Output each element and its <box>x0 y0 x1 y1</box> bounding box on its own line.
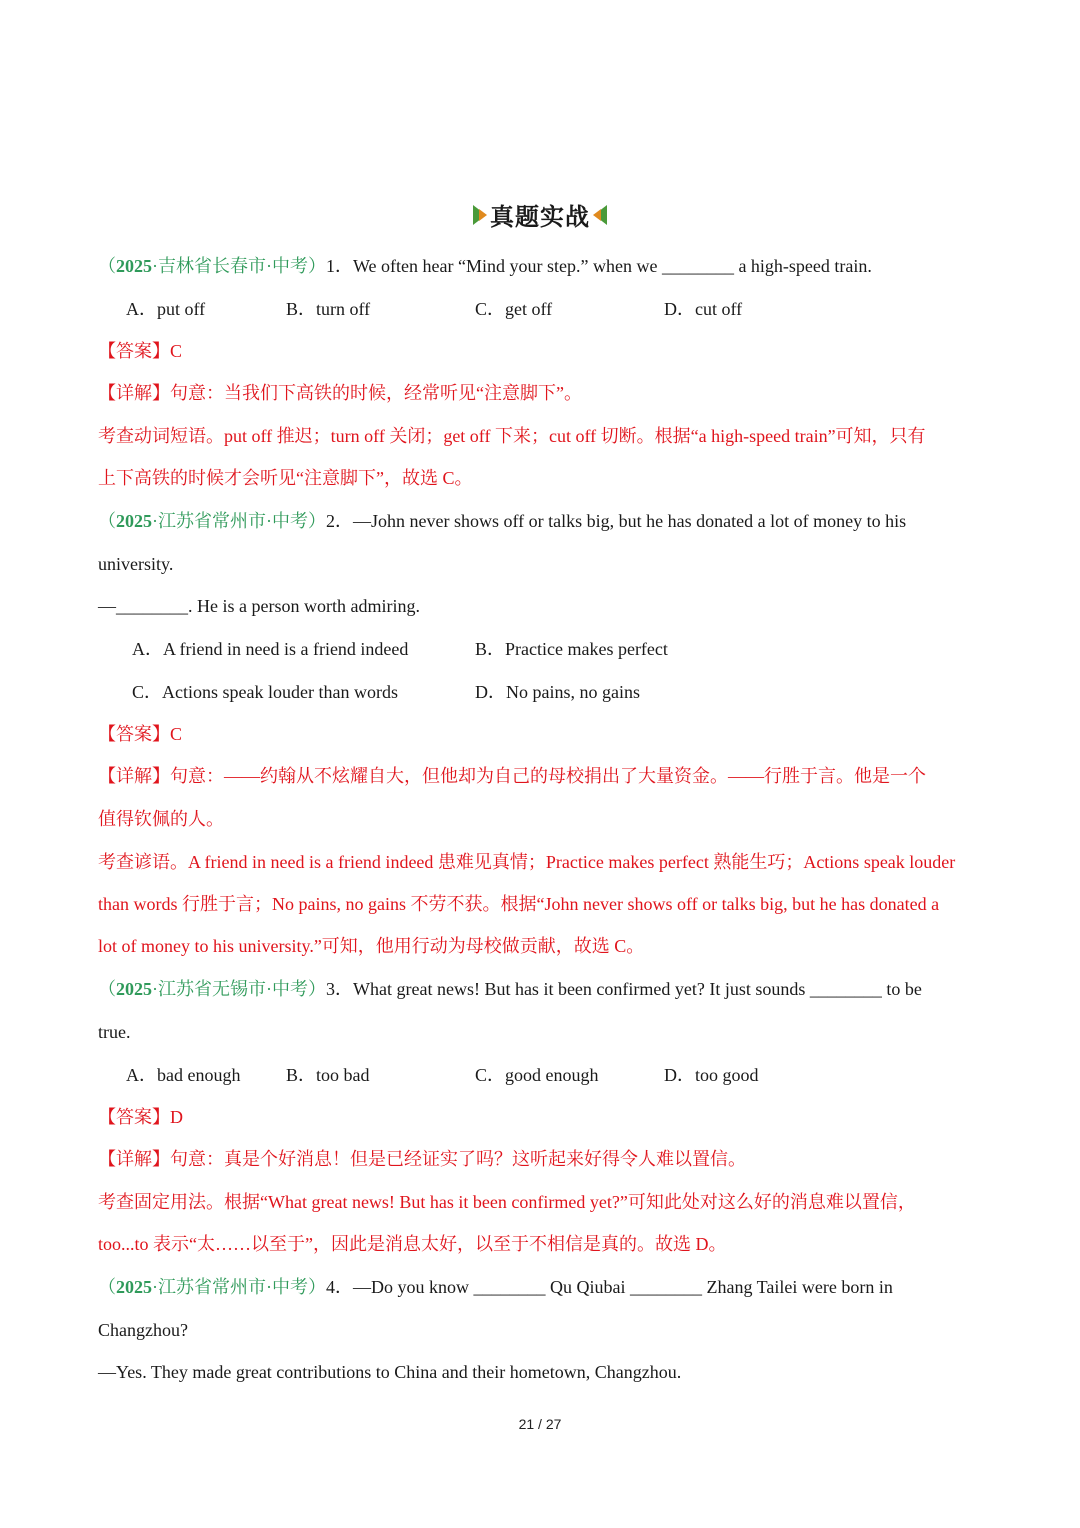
question-source: （2025·江苏省无锡市·中考） <box>98 979 326 999</box>
question-3-stem-line <box>98 977 922 1001</box>
question-source: （2025·江苏省常州市·中考） <box>98 511 326 531</box>
question-text: 1．We often hear “Mind your step.” when we ________ a high-speed train. <box>326 256 872 276</box>
question-2-stem-line <box>98 509 906 533</box>
detail-line: too...to 表示“太……以至于”，因此是消息太好，以至于不相信是真的。故选 D。 <box>98 1234 727 1254</box>
question-text: —Yes. They made great contributions to China and their hometown, Changzhou. <box>98 1362 682 1382</box>
question-text: 4．—Do you know ________ Qu Qiubai ________ Zhang Tailei were born in <box>326 1277 893 1297</box>
detail-line: 值得钦佩的人。 <box>98 809 224 829</box>
option-a: A．A friend in need is a friend indeed <box>132 639 409 659</box>
option-d: D．cut off <box>664 299 743 319</box>
answer-label: 【答案】C <box>98 724 183 744</box>
detail-line: 【详解】句意：真是个好消息！但是已经证实了吗？这听起来好得令人难以置信。 <box>98 1149 746 1169</box>
arrow-right-icon <box>473 205 486 225</box>
question-source: （2025·吉林省长春市·中考） <box>98 256 326 276</box>
detail-line: 考查动词短语。put off 推迟；turn off 关闭；get off 下来；cut off 切断。根据“a high-speed train”可知，只有 <box>98 426 926 446</box>
detail-line: 上下高铁的时候才会听见“注意脚下”，故选 C。 <box>98 468 473 488</box>
option-d: D．No pains, no gains <box>475 682 640 702</box>
option-b: B．Practice makes perfect <box>475 639 668 659</box>
option-b: B．turn off <box>286 299 371 319</box>
question-text: 2．—John never shows off or talks big, but he has donated a lot of money to his <box>326 511 907 531</box>
option-c: C．get off <box>475 299 553 319</box>
arrow-left-icon <box>594 205 607 225</box>
question-text: —________. He is a person worth admiring. <box>98 596 420 616</box>
option-c: C．good enough <box>475 1065 599 1085</box>
answer-label: 【答案】C <box>98 341 183 361</box>
option-c: C．Actions speak louder than words <box>132 682 398 702</box>
answer-label: 【答案】D <box>98 1107 183 1127</box>
question-source: （2025·江苏省常州市·中考） <box>98 1277 326 1297</box>
detail-line: 【详解】句意：当我们下高铁的时候，经常听见“注意脚下”。 <box>98 383 582 403</box>
detail-line: than words 行胜于言；No pains, no gains 不劳不获。根据“John never shows off or talks big, but he has donated a <box>98 894 940 914</box>
detail-line: 考查谚语。A friend in need is a friend indeed 患难见真情；Practice makes perfect 熟能生巧；Actions speak louder <box>98 852 956 872</box>
question-text: university. <box>98 554 174 574</box>
section-title: 真题实战 <box>490 203 590 231</box>
section-banner <box>0 197 1080 232</box>
page-number: 21 / 27 <box>518 1416 562 1432</box>
option-a: A．bad enough <box>126 1065 241 1085</box>
detail-line: lot of money to his university.”可知，他用行动为母校做贡献，故选 C。 <box>98 936 645 956</box>
question-text: true. <box>98 1022 131 1042</box>
option-b: B．too bad <box>286 1065 370 1085</box>
question-1-stem-line <box>98 254 872 278</box>
option-a: A．put off <box>126 299 206 319</box>
question-text: 3．What great news! But has it been confirmed yet? It just sounds ________ to be <box>326 979 922 999</box>
option-d: D．too good <box>664 1065 759 1085</box>
detail-line: 【详解】句意：——约翰从不炫耀自大，但他却为自己的母校捐出了大量资金。——行胜于言。他是一个 <box>98 766 926 786</box>
detail-line: 考查固定用法。根据“What great news! But has it been confirmed yet?”可知此处对这么好的消息难以置信， <box>98 1192 916 1212</box>
question-4-stem-line <box>98 1275 893 1299</box>
question-text: Changzhou? <box>98 1320 188 1340</box>
